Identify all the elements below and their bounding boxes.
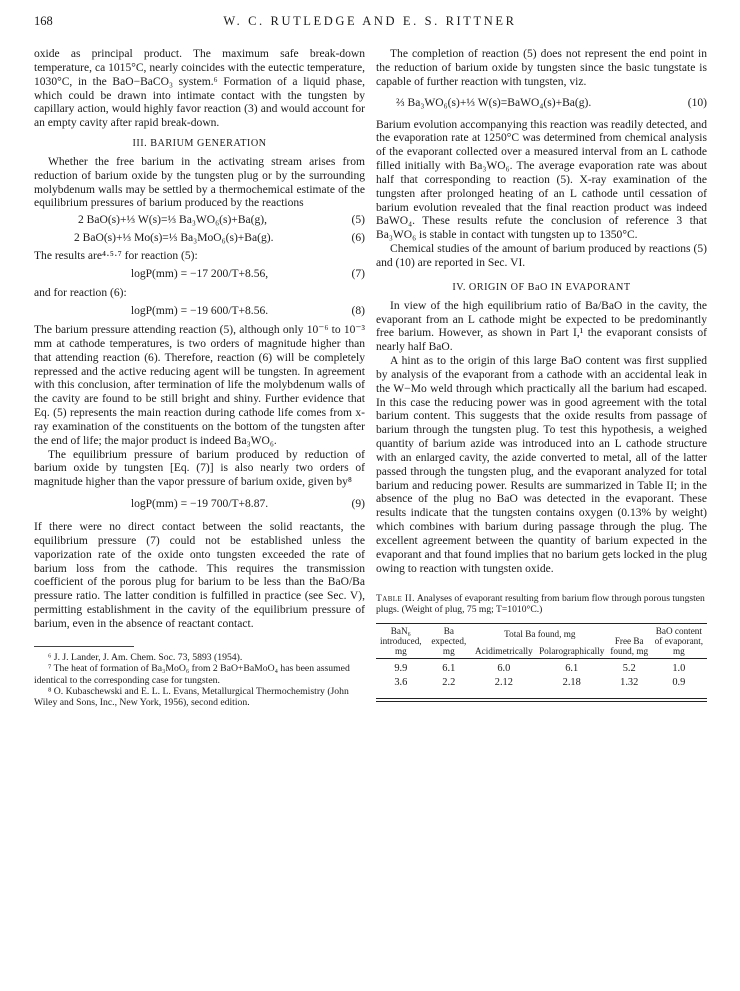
table-caption-text: Analyses of evaporant resulting from barium flow through porous tungsten plugs. (Weight of plug, 75 mg; T=1010°C.) [376,592,705,615]
paragraph: Barium evolution accompanying this reaction was readily detected, and the evaporation rate at 1250°C was determined from chemical analysis of the evaporant collected over a measured interval from an L cathode filled initially with Ba₃WO₆. The average evaporation rate was about half that corresponding to reaction (5). X-ray examination of the tungsten after prolonged heating of an L cathode until cessation of barium evolution revealed that the final reaction product was indeed BaWO₄. These results refute the conclusion of reference 3 that Ba₃WO₆ is stable in contact with tungsten up to 1350°C. [376,118,707,242]
footnote-separator [34,646,134,647]
page-number: 168 [34,14,53,28]
right-column [376,48,707,702]
paragraph: In view of the high equilibrium ratio of Ba/BaO in the cavity, the evaporant from an L cathode might be expected to be predominantly free barium. However, as shown in Part I,¹ the evaporant consists of nearly half BaO. [376,299,707,354]
table-cell: 6.1 [442,662,456,674]
equation-number: (8) [351,304,365,317]
column-header: Polarographically [539,645,605,656]
paragraph: and for reaction (6): [34,287,127,300]
paragraph: A hint as to the origin of this large BaO content was first supplied by analysis of the evaporant from a cathode with an accidental leak in the W−Mo weld through which practically all the barium had escaped. In this case the reducing power was in good agreement with the total barium content. This suggests that the oxide results from passage of barium through the tungsten plug. To test this hypothesis, a weighed quantity of barium azide was introduced into an L cathode structure with an enlarged cavity, the azide converted to metal, all of the latter passed through the tungsten plug, and the evaporant analyzed for total barium and reducing power. Results are summarized in Table II; in the absence of the plug no BaO was detected in the evaporant. These results indicate that the tungsten contains oxygen (0.13% by weight) which combines with barium during passage through the plug. The excellent agreement between the quantity of barium expected in the evaporant and that found implies that no barium gets locked in the plug owing to reaction with tungsten oxide. [376,355,707,575]
equation-8 [34,305,365,320]
table-cell: 3.6 [394,676,408,688]
equation-text: logP(mm) = −19 700/T+8.87. [130,498,269,511]
table-bottom-rule [376,698,707,702]
evaporant-analysis-table [376,623,707,690]
table-cell: 0.9 [672,676,686,688]
equation-text: logP(mm) = −17 200/T+8.56, [130,268,269,281]
table-cell: 5.2 [622,662,636,674]
footnote-6: ⁶ J. J. Lander, J. Am. Chem. Soc. 73, 5893 (1954). [48,651,243,663]
equation-text: logP(mm) = −19 600/T+8.56. [130,304,269,317]
equation-10 [376,97,707,112]
table-label: Table II. [376,592,415,604]
footnote-8: ⁸ O. Kubaschewski and E. L. L. Evans, Metallurgical Thermochemistry (John Wiley and Sons, Inc., New York, 1956), second edition. [34,686,349,709]
table-cell: 9.9 [394,662,408,674]
equation-text: ⅔ Ba₃WO₆(s)+⅓ W(s)=BaWO₄(s)+Ba(g). [396,96,592,109]
column-header: Ba expected, mg [426,623,472,658]
paragraph: The completion of reaction (5) does not represent the end point in the reduction of barium oxide by tungsten since the basic tungstate is capable of further reaction with tungsten, viz. [376,48,707,88]
paragraph: The results are⁴·⁵·⁷ for reaction (5): [34,250,198,263]
equation-text: 2 BaO(s)+⅓ Mo(s)=⅓ Ba₃MoO₆(s)+Ba(g). [74,232,274,245]
equation-number: (9) [351,498,365,511]
column-header: Acidimetrically [475,645,533,656]
running-authors: W. C. RUTLEDGE AND E. S. RITTNER [223,14,517,28]
table-cell: 1.32 [620,676,639,688]
section-heading: IV. ORIGIN OF BaO IN EVAPORANT [452,281,631,293]
equation-5 [34,214,365,229]
footnote-7: ⁷ The heat of formation of Ba₃MoO₆ from 2 BaO+BaMoO₄ has been assumed identical to the corresponding case for tungsten. [34,663,350,686]
table-row [376,676,707,690]
table-cell: 6.1 [565,662,579,674]
table-row [376,662,707,676]
paragraph: The barium pressure attending reaction (5), although only 10⁻⁶ to 10⁻³ mm at cathode temperatures, is two orders of magnitude higher than that attending reaction (6). Therefore, reaction (6) will be completely repressed and the active reducing agent will be tungsten. In agreement with this conclusion, after termination of life the molybdenum walls of the cavity are found to be still bright and shiny. Further evidence that Eq. (5) represents the main reaction during cathode life comes from x-ray examination of the constituents on the bottom of the tungsten after the end of life; the major product is indeed Ba₃WO₆. [34,323,365,447]
table-cell: 2.12 [494,676,513,688]
column-header: BaN₆ introduced, mg [376,623,426,658]
equation-7 [34,268,365,283]
column-group-header: Total Ba found, mg [472,623,608,641]
equation-number: (5) [351,214,365,227]
equation-6 [34,232,365,247]
table-caption [376,593,707,615]
running-header [34,14,706,34]
paragraph: If there were no direct contact between the solid reactants, the equilibrium pressure (7) could not be established unless the vaporization rate of the oxide onto tungsten exceeded the rate of barium loss from the cathode. This requires the transmission coefficient of the porous plug for barium to be less than the BaO/Ba pressure ratio. The latter condition is fulfilled in practice (see Sec. V), permitting establishment in the cavity of the equilibrium pressure of barium, even in the absence of reactant contact. [34,521,365,630]
equation-number: (6) [351,232,365,245]
paragraph: Whether the free barium in the activating stream arises from reduction of barium oxide by the tungsten plug or by the surrounding molybdenum walls may be settled by a thermochemical estimate of the equilibrium pressures of barium produced by the reactions [34,155,365,210]
equation-number: (7) [351,268,365,281]
table-cell: 1.0 [672,662,686,674]
table-cell: 6.0 [497,662,511,674]
equation-9 [34,498,365,513]
section-heading: III. BARIUM GENERATION [132,138,267,150]
equation-number: (10) [687,96,707,109]
left-column [34,48,365,709]
table-cell: 2.2 [442,676,456,688]
paragraph: Chemical studies of the amount of barium produced by reactions (5) and (10) are reported in Sec. VI. [376,243,707,269]
paragraph: The equilibrium pressure of barium produced by reduction of barium oxide by tungsten [Eq. (7)] is also nearly two orders of magnitude higher than the vapor pressure of barium oxide, given by⁸ [34,448,365,489]
table-cell: 2.18 [562,676,581,688]
equation-text: 2 BaO(s)+⅓ W(s)=⅓ Ba₃WO₆(s)+Ba(g), [78,214,267,227]
paragraph: oxide as principal product. The maximum safe break-down temperature, ca 1015°C, nearly coincides with the eutectic temperature, 1030°C, in the BaO−BaCO₃ system.⁶ Formation of a liquid phase, which could be drawn into intimate contact with the tungsten by capillary action, would highly favor reaction (3) and would account for an empty cavity after rapid break-down. [34,48,365,130]
column-header: Free Ba found, mg [608,623,651,658]
column-header: BaO content of evaporant, mg [651,623,707,658]
